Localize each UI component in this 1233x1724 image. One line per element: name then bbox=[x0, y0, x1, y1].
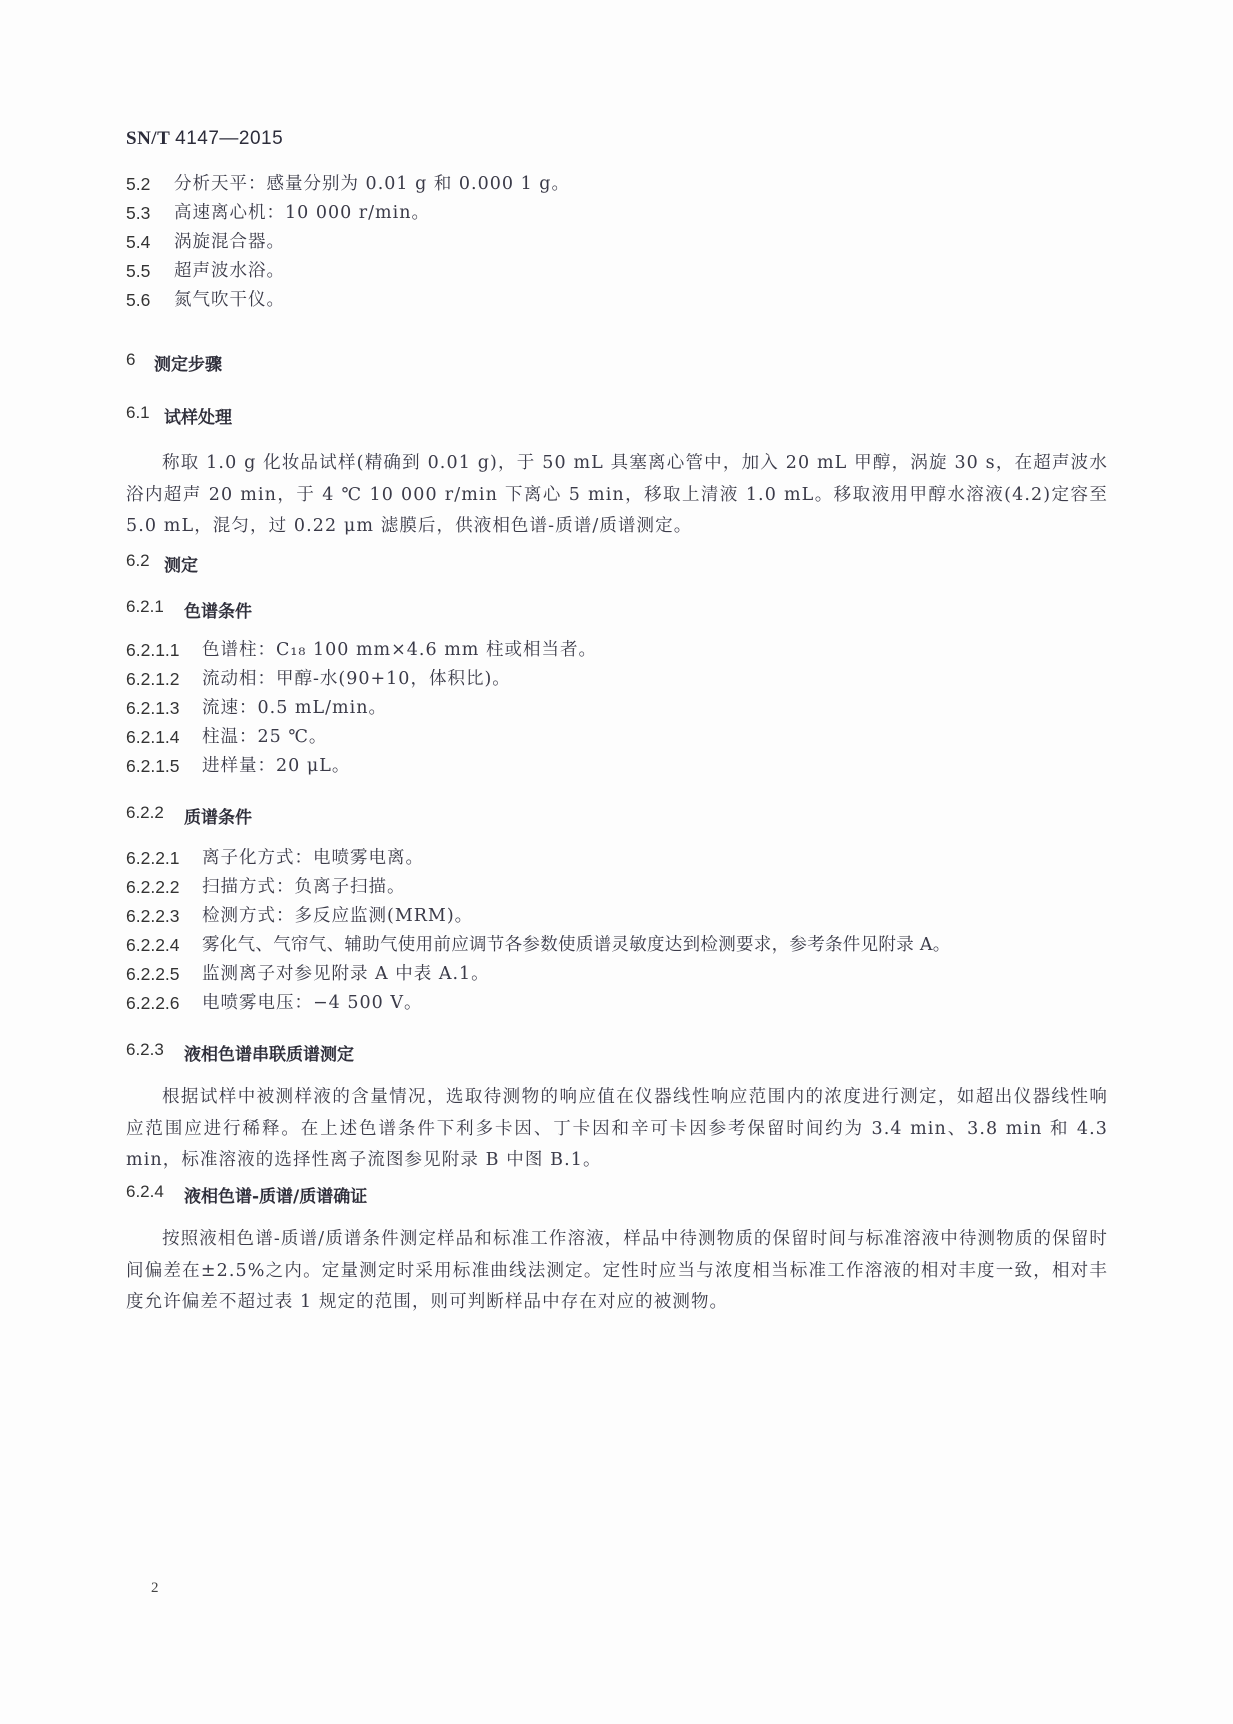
mass-spec-conditions-list bbox=[126, 844, 1113, 1018]
list-item: 5.4 涡旋混合器。 bbox=[126, 232, 285, 252]
list-item: 6.2.1.1 色谱柱：C₁₈ 100 mm×4.6 mm 柱或相当者。 bbox=[126, 640, 597, 660]
list-item: 5.3 高速离心机：10 000 r/min。 bbox=[126, 203, 431, 223]
list-item: 6.2.1.2 流动相：甲醇-水(90+10，体积比)。 bbox=[126, 669, 511, 689]
list-item: 6.2.2.4 雾化气、气帘气、辅助气使用前应调节各参数使质谱灵敏度达到检测要求，参考条件见附录 A。 bbox=[126, 935, 951, 955]
list-item: 6.2.1.3 流速：0.5 mL/min。 bbox=[126, 698, 387, 718]
paragraph-6-2-3: 根据试样中被测样液的含量情况，选取待测物的响应值在仪器线性响应范围内的浓度进行测定，如超出仪器线性响应范围应进行稀释。在上述色谱条件下利多卡因、丁卡因和辛可卡因参考保留时间约为 3.4 min、3.8 min 和 4.3 min，标准溶液的选择性离子流图参见附录 B 中图 B.1。 bbox=[126, 1087, 1108, 1170]
section-heading-6-2-4: 6.2.4 液相色谱-质谱/质谱确证 bbox=[126, 1182, 368, 1207]
section-heading-6-2-3: 6.2.3 液相色谱串联质谱测定 bbox=[126, 1040, 354, 1065]
list-item: 5.6 氮气吹干仪。 bbox=[126, 290, 285, 310]
list-item: 6.2.2.3 检测方式：多反应监测(MRM)。 bbox=[126, 906, 474, 926]
equipment-list bbox=[126, 170, 1113, 315]
chromatography-conditions-list bbox=[126, 636, 1113, 781]
list-item: 6.2.2.5 监测离子对参见附录 A 中表 A.1。 bbox=[126, 964, 490, 984]
section-heading-6-2-2: 6.2.2 质谱条件 bbox=[126, 803, 252, 828]
paragraph-6-1: 称取 1.0 g 化妆品试样(精确到 0.01 g)，于 50 mL 具塞离心管中，加入 20 mL 甲醇，涡旋 30 s，在超声波水浴内超声 20 min，于 4 ℃ 10 000 r/min 下离心 5 min，移取上清液 1.0 mL。移取液用甲醇水溶液(4.2)定容至 5.0 mL，混匀，过 0.22 μm 滤膜后，供液相色谱-质谱/质谱测定。 bbox=[126, 453, 1108, 536]
section-heading-6-2-1: 6.2.1 色谱条件 bbox=[126, 597, 252, 622]
list-item: 5.5 超声波水浴。 bbox=[126, 261, 285, 281]
section-heading-6-2: 6.2 测定 bbox=[126, 551, 198, 576]
standard-code: SN/T bbox=[126, 128, 170, 149]
list-item: 6.2.2.1 离子化方式：电喷雾电离。 bbox=[126, 848, 424, 868]
list-item: 6.2.1.5 进样量：20 μL。 bbox=[126, 756, 351, 776]
list-item: 6.2.2.6 电喷雾电压：−4 500 V。 bbox=[126, 993, 423, 1013]
standard-number: 4147—2015 bbox=[175, 128, 284, 149]
list-item: 6.2.1.4 柱温：25 ℃。 bbox=[126, 727, 328, 747]
section-heading-6-1: 6.1 试样处理 bbox=[126, 403, 232, 428]
list-item: 5.2 分析天平：感量分别为 0.01 g 和 0.000 1 g。 bbox=[126, 174, 570, 194]
paragraph-6-2-4: 按照液相色谱-质谱/质谱条件测定样品和标准工作溶液，样品中待测物质的保留时间与标准溶液中待测物质的保留时间偏差在±2.5%之内。定量测定时采用标准曲线法测定。定性时应当与浓度相当标准工作溶液的相对丰度一致，相对丰度允许偏差不超过表 1 规定的范围，则可判断样品中存在对应的被测物。 bbox=[126, 1229, 1108, 1312]
page-number: 2 bbox=[151, 1580, 159, 1596]
standard-header bbox=[126, 128, 283, 150]
section-heading-6: 6 测定步骤 bbox=[126, 350, 222, 375]
list-item: 6.2.2.2 扫描方式：负离子扫描。 bbox=[126, 877, 406, 897]
